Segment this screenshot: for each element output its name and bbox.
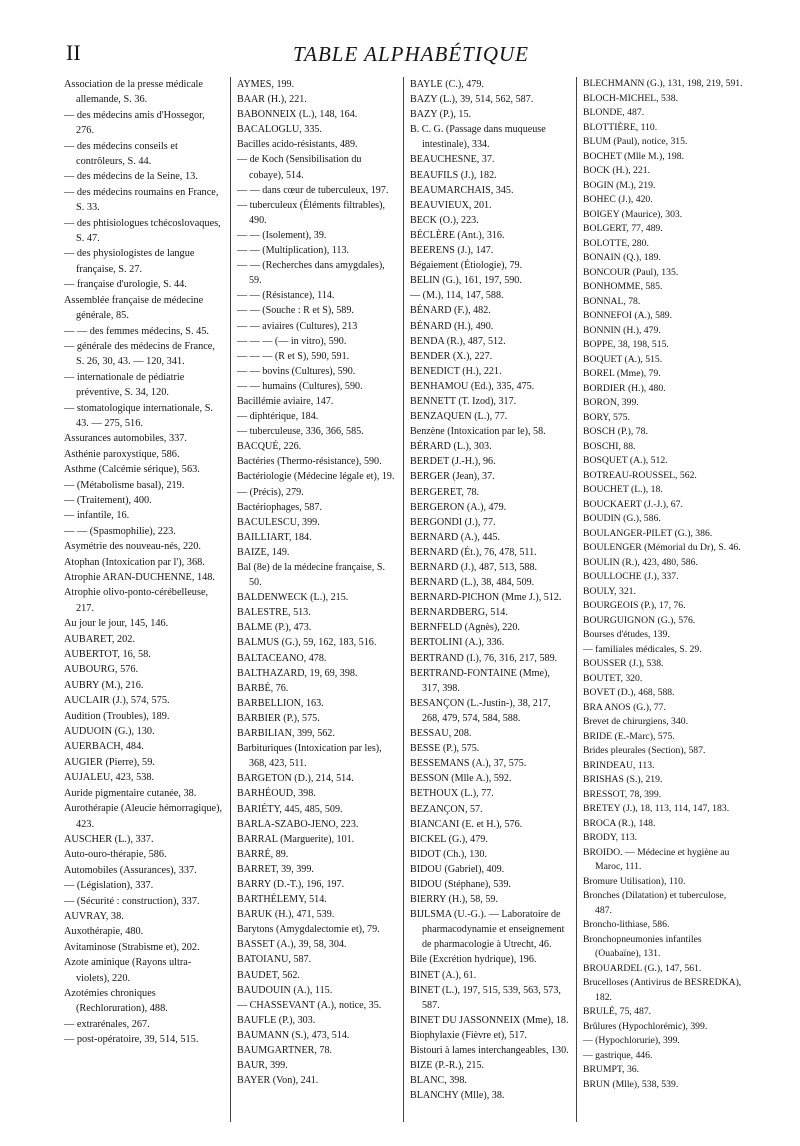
index-entry: Automobiles (Assurances), 337. — [64, 864, 197, 876]
index-entry: Association de la presse médicale allemande, S. 36. — [64, 79, 203, 106]
index-entry: BARLA-SZABO-JENO, 223. — [237, 818, 359, 830]
index-entry: BONNEFOI (A.), 589. — [583, 310, 673, 321]
index-entry: BAUDET, 562. — [237, 969, 300, 981]
index-entry: — de Koch (Sensibilisation du cobaye), 514. — [237, 154, 362, 181]
index-entry: BONAIN (Q.), 189. — [583, 252, 661, 263]
index-entry: — — (Recherches dans amygdales), 59. — [237, 260, 385, 287]
index-entry: Assemblée française de médecine générale, 85. — [64, 294, 204, 322]
column-divider — [576, 77, 577, 1122]
index-entry: — — (Souche : R et S), 589. — [237, 305, 354, 317]
index-entry: BERNARD (L.), 38, 484, 509. — [410, 577, 535, 589]
index-entry: — — (Résistance), 114. — [237, 290, 335, 302]
index-entry: Azote aminique (Rayons ultra-violets), 220. — [64, 957, 192, 984]
index-entry: BETHOUX (L.), 77. — [410, 788, 494, 800]
index-entry: BASSET (A.), 39, 58, 304. — [237, 939, 347, 951]
index-column-2 — [237, 77, 397, 1122]
index-entry: — (Hypochlorurie), 399. — [583, 1035, 680, 1046]
index-entry: BESSON (Mlle A.), 592. — [410, 773, 512, 785]
index-column-4 — [583, 77, 743, 1122]
index-entry: BALTHAZARD, 19, 69, 398. — [237, 667, 358, 679]
index-entry: BALDENWECK (L.), 215. — [237, 592, 349, 604]
index-entry: Bégaiement (Étiologie), 79. — [410, 260, 523, 272]
index-entry: BESSAU, 208. — [410, 728, 472, 740]
index-entry: BAUDOUIN (A.), 115. — [237, 984, 333, 996]
index-entry: AUCLAIR (J.), 574, 575. — [64, 695, 170, 707]
index-entry: Auto-ouro-thérapie, 586. — [64, 849, 167, 861]
index-entry: BAYLE (C.), 479. — [410, 79, 484, 90]
index-entry: BERGERON (A.), 479. — [410, 501, 507, 513]
index-entry: BARRY (D.-T.), 196, 197. — [237, 878, 345, 890]
index-entry: BAZY (L.), 39, 514, 562, 587. — [410, 94, 534, 106]
index-entry: — familiales médicales, S. 29. — [583, 643, 702, 655]
index-entry: BENHAMOU (Ed.), 335, 475. — [410, 380, 535, 392]
index-entry: BAUMGARTNER, 78. — [237, 1045, 333, 1056]
index-entry: — extrarénales, 267. — [64, 1018, 150, 1030]
index-entry: BIANCANI (E. et H.), 576. — [410, 818, 523, 830]
index-entry: BÉCLÈRE (Ant.), 316. — [410, 229, 505, 241]
index-entry: BEAUVIEUX, 201. — [410, 199, 492, 211]
index-entry: BOULY, 321. — [583, 585, 636, 597]
index-entry: BÉRARD (L.), 303. — [410, 441, 492, 453]
index-entry: — des médecins de la Seine, 13. — [64, 171, 198, 183]
index-entry: BARBÉ, 76. — [237, 682, 289, 694]
index-entry: Bactériophages, 587. — [237, 501, 322, 513]
index-entry: BERNARDBERG, 514. — [410, 607, 508, 619]
index-entry: BONCOUR (Paul), 135. — [583, 266, 679, 278]
index-entry: BALTACEANO, 478. — [237, 652, 327, 664]
index-entry: BRUN (Mlle), 538, 539. — [583, 1078, 679, 1090]
index-entry: BIERRY (H.), 58, 59. — [410, 894, 498, 906]
index-entry: BRESSOT, 78, 399. — [583, 788, 662, 800]
index-entry: BOCK (H.), 221. — [583, 165, 651, 176]
index-entry: BEERENS (J.), 147. — [410, 245, 494, 257]
index-entry: BERNARD-PICHON (Mme J.), 512. — [410, 592, 562, 604]
index-entry: BOURGEOIS (P.), 17, 76. — [583, 600, 686, 611]
index-entry: BROCA (R.), 148. — [583, 817, 656, 829]
index-entry: Brevet de chirurgiens, 340. — [583, 716, 689, 727]
index-entry: BOUDIN (G.), 586. — [583, 513, 661, 524]
index-entry: BRUMPT, 36. — [583, 1064, 640, 1075]
index-entry: — internationale de pédiatrie préventive, S. 34, 120. — [64, 371, 185, 399]
index-entry: BOULIN (R.), 423, 480, 586. — [583, 556, 698, 568]
index-entry: BIDOU (Gabriel), 409. — [410, 863, 505, 875]
index-entry: Au jour le jour, 145, 146. — [64, 618, 169, 630]
index-entry: BOULLOCHE (J.), 337. — [583, 571, 679, 582]
index-entry: BOUTET, 320. — [583, 672, 643, 684]
index-entry: BOGIN (M.), 219. — [583, 179, 656, 191]
index-entry: BLOCH-MICHEL, 538. — [583, 92, 678, 104]
index-entry: — des phtisiologues tchécoslovaques, S. 47. — [64, 217, 221, 245]
index-entry: BOPPE, 38, 198, 515. — [583, 339, 669, 350]
index-entry: BEAUMARCHAIS, 345. — [410, 184, 514, 196]
index-entry: BATOIANU, 587. — [237, 954, 312, 966]
index-entry: BERDET (J.-H.), 96. — [410, 456, 496, 468]
index-entry: Bactériologie (Médecine légale et), 19. — [237, 471, 395, 483]
index-entry: BAIZE, 149. — [237, 546, 290, 558]
index-entry: BERNFELD (Agnès), 220. — [410, 622, 520, 634]
index-entry: — — aviaires (Cultures), 213 — [237, 320, 358, 332]
index-entry: Asymétrie des nouveau-nés, 220. — [64, 541, 201, 553]
index-entry: — générale des médecins de France, S. 26, 30, 43. — 120, 341. — [64, 340, 215, 368]
index-entry: BACQUÉ, 226. — [237, 441, 302, 453]
index-entry: AYMES, 199. — [237, 79, 295, 90]
index-entry: BARUK (H.), 471, 539. — [237, 909, 335, 921]
index-entry: BOUCKAERT (J.-J.), 67. — [583, 498, 683, 510]
index-entry: Bile (Excrétion hydrique), 196. — [410, 954, 537, 966]
index-entry: BAUFLE (P.), 303. — [237, 1014, 316, 1026]
index-entry: BINET (L.), 197, 515, 539, 563, 573, 587. — [410, 984, 561, 1011]
index-entry: BORDIER (H.), 480. — [583, 382, 666, 394]
index-entry: BERTRAND-FONTAINE (Mme), 317, 398. — [410, 667, 550, 694]
index-entry: AUBOURG, 576. — [64, 664, 139, 676]
index-entry: BRODY, 113. — [583, 832, 638, 843]
index-entry: BIJLSMA (U.-G.). — Laboratoire de pharmacodynamie et enseignement de pharmacologie à Utrecht, 46. — [410, 909, 565, 951]
index-entry: BOVET (D.), 468, 588. — [583, 687, 675, 698]
index-entry: — (Législation), 337. — [64, 880, 154, 892]
index-entry: BONHOMME, 585. — [583, 281, 663, 292]
index-entry: — diphtérique, 184. — [237, 411, 319, 423]
index-entry: Auxothérapie, 480. — [64, 926, 144, 938]
index-entry: AUBERTOT, 16, 58. — [64, 649, 151, 661]
index-entry: BROUARDEL (G.), 147, 561. — [583, 962, 702, 974]
index-entry: — des médecins roumains en France, S. 33. — [64, 186, 219, 214]
index-entry: BARBIER (P.), 575. — [237, 712, 320, 724]
index-entry: BAUR, 399. — [237, 1060, 288, 1072]
index-entry: BARGETON (D.), 214, 514. — [237, 773, 354, 785]
index-column-1 — [64, 77, 224, 1122]
index-entry: — (Traitement), 400. — [64, 494, 152, 506]
index-entry: Bacillémie aviaire, 147. — [237, 395, 334, 407]
index-entry: — — (Isolement), 39. — [237, 229, 327, 241]
index-entry: BECK (O.), 223. — [410, 214, 479, 226]
index-entry: Asthme (Calcémie sérique), 563. — [64, 464, 200, 476]
index-entry: — — — (R et S), 590, 591. — [237, 350, 350, 362]
index-entry: BOHEC (J.), 420. — [583, 194, 653, 205]
index-entry: BALMUS (G.), 59, 162, 183, 516. — [237, 637, 377, 649]
index-entry: BERGER (Jean), 37. — [410, 471, 495, 483]
index-entry: B. C. G. (Passage dans muqueuse intestinale), 334. — [410, 124, 546, 151]
index-entry: BRETEY (J.), 18, 113, 114, 147, 183. — [583, 803, 730, 814]
index-entry: BERNARD (A.), 445. — [410, 531, 501, 543]
index-entry: BALME (P.), 473. — [237, 622, 312, 634]
index-entry: BENDA (R.), 487, 512. — [410, 335, 506, 347]
index-entry: Audition (Troubles), 189. — [64, 710, 170, 722]
index-entry: BAZY (P.), 15. — [410, 109, 472, 121]
index-entry: BOSCHI, 88. — [583, 440, 636, 452]
index-entry: BOSCH (P.), 78. — [583, 426, 648, 437]
index-entry: BOULANGER-PILET (G.), 386. — [583, 527, 713, 539]
index-entry: Assurances automobiles, 337. — [64, 433, 187, 445]
index-entry: AUBARET, 202. — [64, 633, 136, 645]
index-entry: BONNAL, 78. — [583, 295, 641, 307]
index-entry: Atrophie ARAN-DUCHENNE, 148. — [64, 572, 216, 583]
index-entry: — française d'urologie, S. 44. — [64, 279, 187, 291]
index-entry: BENZAQUEN (L.), 77. — [410, 411, 508, 423]
index-entry: BOLOTTE, 280. — [583, 237, 649, 249]
index-entry: BACULESCU, 399. — [237, 516, 320, 528]
index-entry: BALESTRE, 513. — [237, 607, 311, 619]
column-divider — [230, 77, 231, 1122]
index-entry: BÉNARD (H.), 490. — [410, 320, 494, 332]
index-entry: BARRET, 39, 399. — [237, 863, 314, 875]
index-entry: Bal (8e) de la médecine française, S. 50. — [237, 562, 385, 589]
index-entry: BERNARD (Ét.), 76, 478, 511. — [410, 546, 537, 558]
index-entry: Azotémies chroniques (Rechloruration), 488. — [64, 987, 168, 1015]
index-entry: — stomatologique internationale, S. 43. — 275, 516. — [64, 402, 213, 429]
index-entry: — — (Spasmophilie), 223. — [64, 525, 176, 537]
index-entry: AUJALEU, 423, 538. — [64, 772, 155, 784]
index-entry: BARRÉ, 89. — [237, 848, 289, 860]
index-entry: BOSQUET (A.), 512. — [583, 455, 668, 466]
index-entry: BICKEL (G.), 479. — [410, 833, 488, 845]
index-entry: BORY, 575. — [583, 411, 630, 423]
index-entry: — — bovins (Cultures), 590. — [237, 365, 356, 377]
index-entry: BOUCHET (L.), 18. — [583, 484, 663, 495]
index-entry: — des médecins conseils et contrôleurs, S. 44. — [64, 140, 178, 168]
index-entry: BARRAL (Marguerite), 101. — [237, 833, 355, 845]
index-entry: BINET DU JASSONNEIX (Mme), 18. — [410, 1014, 569, 1026]
index-entry: BOULENGER (Mémorial du Dr), S. 46. — [583, 542, 741, 553]
index-entry: Benzène (Intoxication par le), 58. — [410, 426, 546, 438]
index-entry: — — — (— in vitro), 590. — [237, 335, 347, 347]
index-entry: BEAUCHESNE, 37. — [410, 154, 495, 166]
index-entry: BOUSSER (J.), 538. — [583, 658, 664, 669]
index-entry: BESSE (P.), 575. — [410, 743, 480, 755]
index-entry: BOCHET (Mlle M.), 198. — [583, 150, 684, 162]
index-entry: BENDER (X.), 227. — [410, 350, 493, 362]
index-entry: BAAR (H.), 221. — [237, 94, 307, 106]
index-entry: Asthénie paroxystique, 586. — [64, 448, 180, 460]
index-entry: Bacilles acido-résistants, 489. — [237, 139, 358, 151]
index-entry: BOLGERT, 77, 489. — [583, 223, 663, 234]
index-entry: Bistouri à lames interchangeables, 130. — [410, 1045, 569, 1056]
index-entry: AUVRAY, 38. — [64, 910, 124, 922]
index-entry: AUDUOIN (G.), 130. — [64, 726, 155, 738]
index-entry: BOURGUIGNON (G.), 576. — [583, 614, 696, 626]
index-entry: — tuberculeuse, 336, 366, 585. — [237, 426, 364, 438]
index-entry: — — dans cœur de tuberculeux, 197. — [237, 184, 389, 196]
index-entry: BARBILIAN, 399, 562. — [237, 728, 335, 740]
index-entry: BERGERET, 78. — [410, 486, 480, 498]
index-entry: Bactéries (Thermo-résistance), 590. — [237, 456, 382, 468]
index-entry: BRISHAS (S.), 219. — [583, 774, 663, 785]
index-entry: BRA ANOS (G.), 77. — [583, 701, 666, 713]
index-entry: BLANC, 398. — [410, 1075, 467, 1087]
index-entry: BIDOT (Ch.), 130. — [410, 848, 487, 860]
index-entry: Atophan (Intoxication par l'), 368. — [64, 556, 205, 568]
running-title: TABLE ALPHABÉTIQUE — [293, 42, 529, 66]
index-entry: BENEDICT (H.), 221. — [410, 365, 502, 377]
index-entry: — — des femmes médecins, S. 45. — [64, 325, 209, 337]
index-entry: — (Sécurité : construction), 337. — [64, 895, 200, 907]
index-entry: AUGIER (Pierre), 59. — [64, 756, 155, 768]
index-entry: BEZANÇON, 57. — [410, 803, 483, 815]
index-entry: BARHÉOUD, 398. — [237, 788, 316, 800]
index-entry: AUERBACH, 484. — [64, 741, 144, 753]
index-entry: BOTREAU-ROUSSEL, 562. — [583, 469, 697, 481]
index-entry: Biophylaxie (Fièvre et), 517. — [410, 1029, 527, 1041]
index-entry: — (M.), 114, 147, 588. — [410, 290, 504, 302]
index-entry: BROIDO. — Médecine et hygiène au Maroc, 111. — [583, 846, 730, 872]
index-entry: Bourses d'études, 139. — [583, 629, 670, 640]
index-entry: — (Précis), 279. — [237, 486, 304, 498]
index-entry: Barytons (Amygdalectomie et), 79. — [237, 924, 380, 936]
index-entry: BEAUFILS (J.), 182. — [410, 169, 497, 181]
index-entry: AUBRY (M.), 216. — [64, 679, 144, 691]
index-entry: Brûlures (Hypochlorémic), 399. — [583, 1020, 708, 1032]
index-entry: BIDOU (Stéphane), 539. — [410, 878, 511, 890]
index-entry: — — humains (Cultures), 590. — [237, 380, 363, 392]
index-entry: BIZE (P.-R.), 215. — [410, 1060, 485, 1072]
index-entry: — infantile, 16. — [64, 510, 130, 522]
index-entry: BERNARD (J.), 487, 513, 588. — [410, 562, 538, 573]
index-entry: — des physiologistes de langue française, S. 27. — [64, 248, 195, 275]
index-column-3 — [410, 77, 570, 1122]
index-entry: BRULÉ, 75, 487. — [583, 1006, 652, 1017]
index-entry: BARBELLION, 163. — [237, 697, 324, 709]
index-entry: — CHASSEVANT (A.), notice, 35. — [237, 999, 382, 1011]
index-entry: — post-opératoire, 39, 514, 515. — [64, 1034, 199, 1046]
index-entry: BRIDE (E.-Marc), 575. — [583, 730, 675, 742]
index-entry: Auride pigmentaire cutanée, 38. — [64, 787, 197, 799]
index-entry: BLUM (Paul), notice, 315. — [583, 136, 688, 147]
index-entry: BELIN (G.), 161, 197, 590. — [410, 275, 522, 287]
index-entry: — gastrique, 446. — [583, 1049, 653, 1061]
index-entry: BAUMANN (S.), 473, 514. — [237, 1029, 350, 1041]
index-entry: Bromure Utilisation), 110. — [583, 875, 686, 887]
index-entry: BLANCHY (Mlle), 38. — [410, 1090, 505, 1102]
index-entry: BAILLIART, 184. — [237, 531, 312, 543]
index-entry: BESANÇON (L.-Justin-), 38, 217, 268, 479, 574, 584, 588. — [410, 697, 551, 724]
index-entry: BARIÉTY, 445, 485, 509. — [237, 803, 343, 815]
index-entry: Bronchopneumonies infantiles (Ouabaïne), 131. — [583, 933, 702, 959]
page-number: II — [66, 40, 81, 65]
index-entry: BÉNARD (F.), 482. — [410, 305, 491, 317]
index-entry: — — (Multiplication), 113. — [237, 245, 350, 257]
index-entry: — des médecins amis d'Hossegor, 276. — [64, 109, 205, 137]
index-entry: BERTOLINI (A.), 336. — [410, 637, 505, 649]
index-entry: BORON, 399. — [583, 397, 639, 408]
index-entry: BOQUET (A.), 515. — [583, 353, 663, 365]
index-entry: BLONDE, 487. — [583, 107, 645, 118]
index-entry: Broncho-lithiase, 586. — [583, 919, 670, 930]
index-entry: BOREL (Mme), 79. — [583, 368, 661, 379]
index-entry: BESSEMANS (A.), 37, 575. — [410, 758, 527, 770]
page-header — [66, 40, 756, 70]
index-entry: Atrophie olivo-ponto-cérébelleuse, 217. — [64, 587, 209, 614]
index-entry: Bronches (Dilatation) et tuberculose, 487. — [583, 890, 727, 916]
index-entry: BOIGEY (Maurice), 303. — [583, 208, 683, 220]
index-entry: BONNIN (H.), 479. — [583, 324, 661, 336]
index-entry: Avitaminose (Strabisme et), 202. — [64, 941, 200, 953]
index-entry: Brucelloses (Antivirus de BESREDKA), 182. — [583, 977, 742, 1003]
index-entry: Barbituriques (Intoxication par les), 368, 423, 511. — [237, 743, 382, 770]
index-entry: AUSCHER (L.), 337. — [64, 833, 154, 845]
index-entry: BRINDEAU, 113. — [583, 759, 655, 771]
index-entry: BACALOGLU, 335. — [237, 124, 322, 136]
index-entry: Aurothérapie (Aleucie hémorragique), 423. — [64, 803, 223, 830]
index-entry: Brides pleurales (Section), 587. — [583, 745, 706, 756]
index-entry: BENNETT (T. Izod), 317. — [410, 395, 517, 407]
index-entry: BARTHÉLEMY, 514. — [237, 894, 327, 906]
index-entry: BAYER (Von), 241. — [237, 1075, 319, 1087]
index-entry: BERGONDI (J.), 77. — [410, 516, 496, 528]
index-entry: — tuberculeux (Éléments filtrables), 490. — [237, 199, 385, 226]
index-entry: BLECHMANN (G.), 131, 198, 219, 591. — [583, 78, 743, 89]
index-entry: — (Métabolisme basal), 219. — [64, 479, 185, 491]
index-entry: BINET (A.), 61. — [410, 969, 477, 981]
index-entry: BERTRAND (I.), 76, 316, 217, 589. — [410, 652, 558, 664]
column-divider — [403, 77, 404, 1122]
index-entry: BABONNEIX (L.), 148, 164. — [237, 109, 358, 121]
index-entry: BLOTTIÈRE, 110. — [583, 121, 658, 133]
